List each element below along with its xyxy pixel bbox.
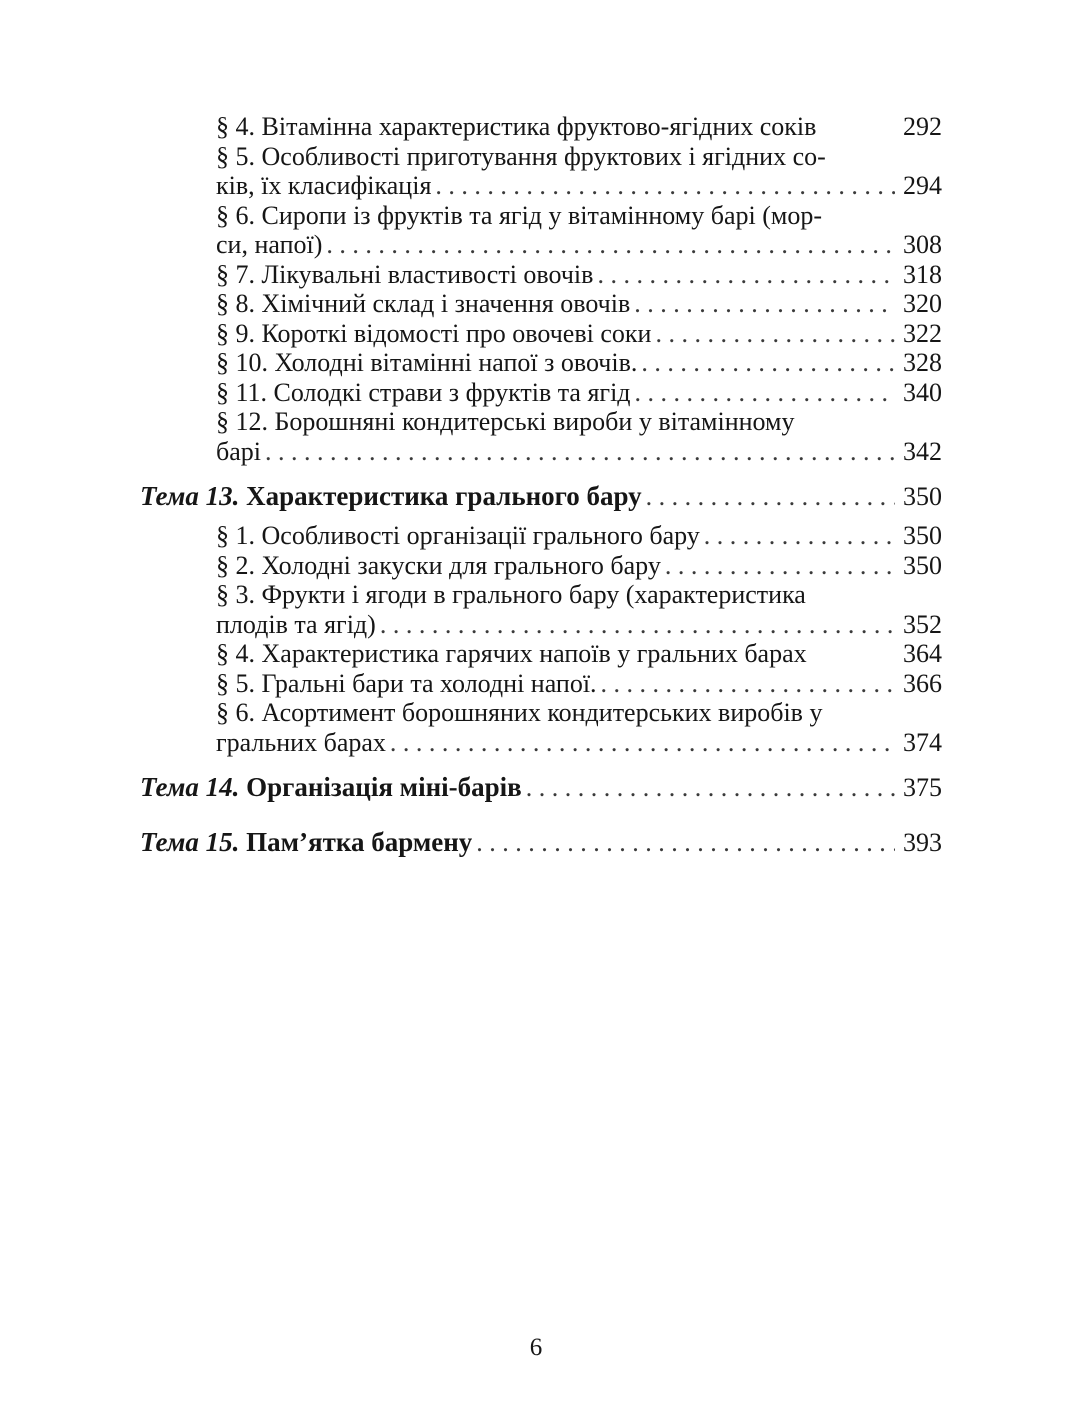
toc-theme-title: Пам’ятка бармену: [246, 827, 473, 857]
toc-list: [140, 112, 942, 859]
toc-entry-lastline: [140, 771, 942, 804]
toc-section-text: § 5. Гральні бари та холодні напої.: [216, 668, 597, 698]
toc-page-number: 342: [903, 436, 942, 466]
toc-theme-title: Організація міні-барів: [246, 772, 522, 802]
toc-entry-lastline: [216, 437, 942, 467]
toc-section-entry: [140, 112, 942, 142]
dot-leader: [597, 669, 895, 699]
toc-page-number: 350: [903, 550, 942, 580]
toc-page-number: 328: [903, 348, 942, 377]
toc-entry-line: § 6. Сиропи із фруктів та ягід у вітамінному барі (мор-: [216, 200, 822, 230]
toc-theme-label: Тема 13.: [140, 481, 247, 511]
toc-section-entry: [140, 580, 942, 639]
toc-section-text: § 4. Вітамінна характеристика фруктово-ягідних соків: [216, 112, 817, 141]
toc-section-text: § 1. Особливості організації грального бару: [216, 521, 700, 550]
toc-entry-lastline: [216, 378, 942, 408]
toc-page-number: 340: [903, 377, 942, 407]
toc-theme-text: [140, 826, 472, 859]
toc-entry-line: § 5. Особливості приготування фруктових і ягідних со-: [216, 141, 826, 171]
toc-page-number: 366: [903, 668, 942, 698]
toc-page-number: 393: [903, 828, 942, 857]
toc-section-entry: [140, 319, 942, 349]
dot-leader: [651, 319, 895, 349]
toc-section-text: § 4. Характеристика гарячих напоїв у гральних барах: [216, 639, 807, 668]
dot-leader: [472, 828, 895, 858]
toc-entry-lastline: [216, 521, 942, 551]
toc-theme-label: Тема 14.: [140, 772, 247, 802]
toc-theme-title: Характеристика грального бару: [246, 481, 642, 511]
toc-section-text: гральних барах: [216, 727, 386, 757]
toc-entry-lastline: [140, 826, 942, 859]
page-number-footer: 6: [529, 1334, 543, 1361]
dot-leader: [700, 521, 895, 551]
toc-page-number: 320: [903, 289, 942, 318]
toc-entry-lastline: [216, 348, 942, 378]
toc-entry-lastline: [216, 289, 942, 319]
toc-section-text: § 7. Лікувальні властивості овочів: [216, 259, 594, 289]
toc-page-number: 322: [903, 318, 942, 348]
toc-entry-lastline: [216, 230, 942, 260]
toc-theme-entry: [140, 771, 942, 804]
dot-leader: [661, 551, 895, 581]
dot-leader: [322, 230, 895, 260]
toc-section-entry: [140, 142, 942, 201]
dot-leader: [431, 171, 895, 201]
toc-page-number: 352: [903, 609, 942, 639]
toc-entry-lastline: [216, 171, 942, 201]
dot-leader: [637, 348, 895, 378]
dot-leader: [386, 728, 895, 758]
toc-section-entry: [140, 378, 942, 408]
dot-leader: [376, 610, 895, 640]
toc-theme-entry: [140, 826, 942, 859]
toc-section-entry: [140, 348, 942, 378]
toc-section-entry: [140, 669, 942, 699]
dot-leader: [807, 639, 895, 669]
toc-page-number: 350: [903, 521, 942, 550]
toc-page-number: 364: [903, 639, 942, 668]
toc-section-text: плодів та ягід): [216, 609, 376, 639]
dot-leader: [630, 289, 895, 319]
toc-entry-lastline: [216, 639, 942, 669]
toc-entry-lastline: [216, 728, 942, 758]
dot-leader: [816, 112, 895, 142]
toc-theme-label: Тема 15.: [140, 827, 247, 857]
toc-entry-lastline: [140, 480, 942, 513]
toc-section-text: § 9. Короткі відомості про овочеві соки: [216, 318, 652, 348]
toc-theme-entry: [140, 480, 942, 513]
toc-section-text: барі: [216, 436, 261, 466]
toc-section-entry: [140, 201, 942, 260]
toc-page-number: 350: [903, 482, 942, 511]
toc-entry-line: § 12. Борошняні кондитерські вироби у вітамінному: [216, 407, 795, 436]
toc-page-number: 308: [903, 230, 942, 259]
toc-section-entry: [140, 639, 942, 669]
toc-section-text: § 10. Холодні вітамінні напої з овочів.: [216, 348, 638, 377]
toc-section-text: ків, їх класифікація: [216, 171, 432, 200]
dot-leader: [261, 437, 895, 467]
toc-entry-lastline: [216, 669, 942, 699]
toc-entry-line: § 6. Асортимент борошняних кондитерських виробів у: [216, 698, 823, 727]
toc-page-number: 294: [903, 171, 942, 200]
toc-section-entry: [140, 698, 942, 757]
toc-section-text: § 11. Солодкі страви з фруктів та ягід: [216, 377, 631, 407]
toc-entry-line: § 3. Фрукти і ягоди в грального бару (характеристика: [216, 580, 806, 609]
dot-leader: [522, 773, 895, 803]
toc-page-number: 318: [903, 259, 942, 289]
dot-leader: [631, 378, 895, 408]
toc-section-entry: [140, 289, 942, 319]
toc-section-entry: [140, 521, 942, 551]
dot-leader: [593, 260, 895, 290]
toc-theme-text: [140, 480, 642, 513]
toc-section-text: § 2. Холодні закуски для грального бару: [216, 550, 661, 580]
toc-entry-lastline: [216, 112, 942, 142]
toc-section-text: § 8. Хімічний склад і значення овочів: [216, 289, 631, 318]
toc-page-number: 374: [903, 727, 942, 757]
toc-section-text: си, напої): [216, 230, 323, 259]
toc-section-entry: [140, 407, 942, 466]
toc-entry-lastline: [216, 610, 942, 640]
toc-theme-text: [140, 771, 522, 804]
toc-entry-lastline: [216, 551, 942, 581]
toc-entry-lastline: [216, 319, 942, 349]
toc-page-number: 375: [903, 773, 942, 802]
toc-section-entry: [140, 551, 942, 581]
toc-entry-lastline: [216, 260, 942, 290]
toc-page-number: 292: [903, 112, 942, 141]
dot-leader: [642, 482, 895, 512]
toc-section-entry: [140, 260, 942, 290]
